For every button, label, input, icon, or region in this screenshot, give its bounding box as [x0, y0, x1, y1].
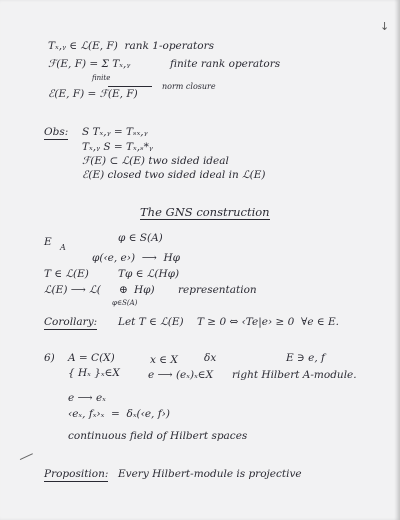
- corollary-text: Let T ∈ ℒ(E) T ≥ 0 ⇔ ‹Te|e› ≥ 0 ∀e ∈ E.: [118, 316, 339, 328]
- gns-representation-rhs: Hφ): [134, 284, 155, 296]
- margin-mark: ↓: [380, 20, 390, 33]
- obs-line-4: ℰ(E) closed two sided ideal in ℒ(E): [82, 169, 266, 181]
- gns-algebra-A: A: [60, 243, 66, 252]
- item-6-inner-product: ‹eₓ, fₓ›ₓ = δₓ(‹e, f›): [68, 408, 170, 420]
- page-fold-shadow: [394, 0, 400, 520]
- gns-direct-sum: ⊕: [119, 284, 128, 296]
- gns-state: φ ∈ S(A): [118, 232, 163, 244]
- gns-representation-lhs: ℒ(E) ⟶ ℒ(: [44, 284, 101, 296]
- item-6-label: 6): [44, 352, 55, 364]
- gns-sum-index: φ∈S(A): [112, 299, 138, 307]
- definition-line-finite: ℱ(E, F) = Σ Tₓ,ᵧ: [48, 58, 131, 70]
- gns-operator-T: T ∈ ℒ(E): [44, 268, 89, 280]
- definition-closure-note: norm closure: [162, 82, 216, 91]
- item-6-algebra: A = C(X): [68, 352, 115, 364]
- obs-line-3: ℱ(E) ⊂ ℒ(E) two sided ideal: [82, 155, 229, 167]
- item-6-evaluation: e ⟶ eₓ: [68, 392, 106, 404]
- obs-line-2: Tₓ,ᵧ S = Tₓ,ₛ*ᵧ: [82, 141, 153, 153]
- item-6-module: E ∋ e, f: [286, 352, 325, 364]
- obs-label: Obs:: [44, 126, 69, 138]
- item-6-field: { Hₓ }ₓ∈X: [68, 367, 120, 379]
- proposition-label: Proposition:: [44, 468, 109, 480]
- item-6-delta: δx: [204, 352, 217, 364]
- item-6-point: x ∈ X: [150, 354, 178, 366]
- gns-representation-note: representation: [178, 284, 257, 296]
- closure-bar: [108, 86, 152, 87]
- proposition-text: Every Hilbert-module is projective: [118, 468, 302, 480]
- gns-title: The GNS construction: [140, 205, 270, 219]
- item-6-hilbert-module: right Hilbert A-module.: [232, 369, 357, 381]
- corollary-label: Corollary:: [44, 316, 98, 328]
- item-6-section-map: e ⟶ (eₓ)ₓ∈X: [148, 369, 214, 381]
- gns-hilbert-map: φ(‹e, e›) ⟶ Hφ: [92, 252, 180, 264]
- definition-line-compact: ℰ(E, F) = ℱ(E, F): [48, 88, 138, 100]
- gns-module-E: E: [44, 236, 52, 248]
- item-6-continuous-field: continuous field of Hilbert spaces: [68, 430, 248, 442]
- obs-line-1: S Tₓ,ᵧ = Tₛₓ,ᵧ: [82, 126, 148, 138]
- stray-pen-mark: [20, 453, 34, 463]
- definition-finite-note: finite rank operators: [170, 58, 281, 70]
- definition-sum-subscript: finite: [92, 74, 111, 82]
- gns-operator-Tphi: Tφ ∈ ℒ(Hφ): [118, 268, 180, 280]
- definition-line-rank1: Tₓ,ᵧ ∈ ℒ(E, F) rank 1-operators: [48, 40, 214, 52]
